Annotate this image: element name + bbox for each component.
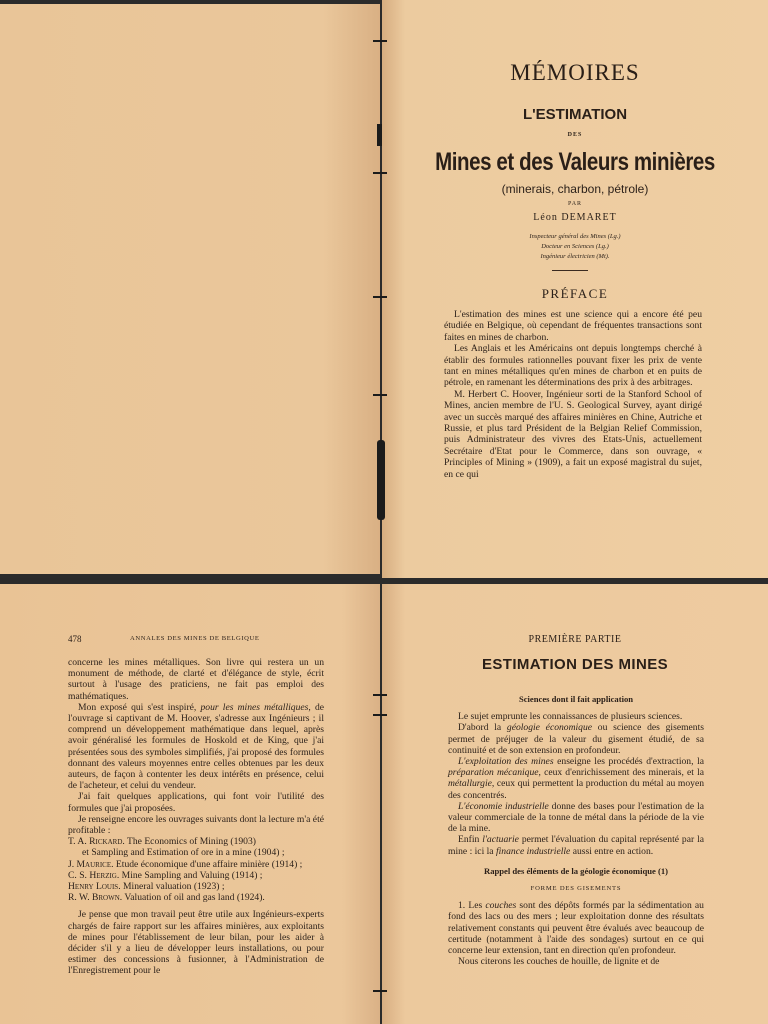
paragraph: 1. Les couches sont des dépôts formés par la sédimentation au fond des lacs ou des mers ; leur exploitation donne des résultats relativement constants qui peuvent être évalués avec beaucoup de certitude (notamment à l'aide des sondages) surtout en ce qui concerne leur extension, tant en direction qu'en profondeur.	[448, 900, 704, 957]
paragraph: Nous citerons les couches de houille, de lignite et de	[458, 956, 660, 968]
reference-item: R. W. Brown. Valuation of oil and gas land (1924).	[68, 892, 265, 904]
section-heading: Rappel des éléments de la géologie économique (1)	[483, 865, 669, 876]
page-number: 478	[68, 634, 82, 644]
reference-item: C. S. Herzig. Mine Sampling and Valuing (1914) ;	[68, 869, 263, 881]
article-connector: DES	[567, 132, 583, 138]
article-subtitle: (minerais, charbon, pétrole)	[501, 182, 649, 196]
article-head: L'ESTIMATION	[522, 106, 628, 123]
binding-tick	[373, 40, 387, 42]
page-478	[0, 584, 380, 1024]
preface-text	[444, 309, 702, 480]
preface-heading: PRÉFACE	[541, 286, 609, 301]
subsection-heading: FORME DES GISEMENTS	[530, 885, 622, 893]
page-479-text	[448, 692, 704, 967]
divider	[552, 270, 588, 271]
paragraph: Mon exposé qui s'est inspiré, pour les mines métalliques, de l'ouvrage si captivant de M. Hoover, s'adresse aux Ingénieurs ; il comprend un développement mathématique dans lequel, après avoir généralisé les formules de Hoskold et de King, que j'ai présentées sous des symboles simplifiés, j'ai proposé des formules donnant des valeurs moyennes entre celles obtenues par les deux auteurs, de façon à contenter les deux intérêts en présence, celui de l'acheteur, et celui du vendeur.	[68, 701, 324, 792]
article-main-title: Mines et des Valeurs minières	[435, 148, 715, 176]
paragraph: Je pense que mon travail peut être utile aux Ingénieurs-experts chargés de faire rapport sur les affaires minières, aux exploitants de mines pour l'établissement de leur bilan, pour les aider à décider s'il y a lieu de développer leurs installations, ou pour estimer des concessions à fusionner, à l'Administration de l'Enregistrement pour le	[68, 909, 324, 977]
binding-tick	[373, 172, 387, 174]
author-credit: Docteur en Sciences (Lg.)	[541, 243, 609, 250]
binding-tick	[373, 714, 387, 716]
binding-thread	[377, 124, 382, 146]
reference-item: et Sampling and Estimation of ore in a mine (1904) ;	[82, 847, 285, 859]
section-heading: Sciences dont il fait application	[518, 694, 634, 704]
binding-tick	[373, 990, 387, 992]
paragraph: Enfin l'actuarie permet l'évaluation du capital représenté par la mine : ici la finance industrielle aussi entre en action.	[448, 834, 704, 857]
blank-verso-page	[0, 4, 380, 574]
paragraph: Les Anglais et les Américains ont depuis longtemps cherché à établir des formules rationnelles pouvant fixer les prix de vente tant en mines métalliques qu'en mines de charbon et en puits de pétrole, en ramenant les déterminations des prix à des arbitrages.	[444, 343, 702, 389]
paragraph: Je renseigne encore les ouvrages suivants dont la lecture m'a été profitable :	[68, 813, 324, 837]
paragraph: J'ai fait quelques applications, qui font voir l'utilité des formules que j'ai proposées.	[68, 791, 324, 814]
part-heading: PREMIÈRE PARTIE	[528, 634, 622, 645]
paragraph: D'abord la géologie économique ou science des gisements permet de préjuger de la valeur du gisement étudié, de sa continuité et de son extension en profondeur.	[448, 722, 704, 756]
paragraph: Le sujet emprunte les connaissances de plusieurs sciences.	[458, 711, 683, 723]
author-credit: Inspecteur général des Mines (Lg.)	[529, 233, 621, 240]
author-credit: Ingénieur électricien (Mt).	[540, 253, 610, 260]
paragraph: L'exploitation des mines enseigne les procédés d'extraction, la préparation mécanique, ceux d'enrichissement des minerais, et la métallurgie, ceux qui permettent la production du métal au moyen des concentrés.	[448, 756, 704, 801]
reference-item: J. Maurice. Etude économique d'une affaire minière (1914) ;	[68, 858, 303, 870]
title-page	[382, 0, 768, 578]
running-head-text: ANNALES DES MINES DE BELGIQUE	[130, 635, 260, 642]
binding-tick	[373, 296, 387, 298]
binding-tick	[373, 394, 387, 396]
by-label: PAR	[567, 201, 583, 207]
author-name: Léon DEMARET	[533, 212, 617, 223]
chapter-title: ESTIMATION DES MINES	[481, 656, 669, 673]
paragraph: L'économie industrielle donne des bases pour l'estimation de la valeur commerciale de la tonne de métal dans la période de la vie de la mine.	[448, 800, 704, 835]
journal-section-title: MÉMOIRES	[510, 60, 640, 85]
binding-thread	[377, 440, 385, 520]
binding-tick	[373, 694, 387, 696]
reference-item: T. A. Rickard. The Economics of Mining (1903)	[68, 836, 256, 848]
paragraph: L'estimation des mines est une science qui a encore été peu étudiée en Belgique, où cependant de fréquentes transactions sont faites en mines de charbon.	[444, 309, 702, 343]
paragraph: concerne les mines métalliques. Son livre qui restera un un monument de méthode, de clarté et d'élégance de style, écrit surtout à l'usage des praticiens, ne fait pas emploi des mathématiques.	[68, 657, 324, 702]
page-478-text	[68, 657, 324, 977]
page-479	[382, 584, 768, 1024]
paragraph: M. Herbert C. Hoover, Ingénieur sorti de la Stanford School of Mines, ancien membre de l'U. S. Geological Survey, ayant dirigé avec un succès marqué des affaires minières en Chine, Autriche et Russie, et plus tard Président de la Belgian Relief Commission, puis Administrateur des vivres des Etats-Unis, actuellement Secrétaire d'Etat pour le Commerce, dans son ouvrage, « Principles of Mining » (1909), a fait un exposé magistral du sujet, en ce qui	[444, 388, 702, 480]
reference-item: Henry Louis. Mineral valuation (1923) ;	[68, 881, 225, 893]
